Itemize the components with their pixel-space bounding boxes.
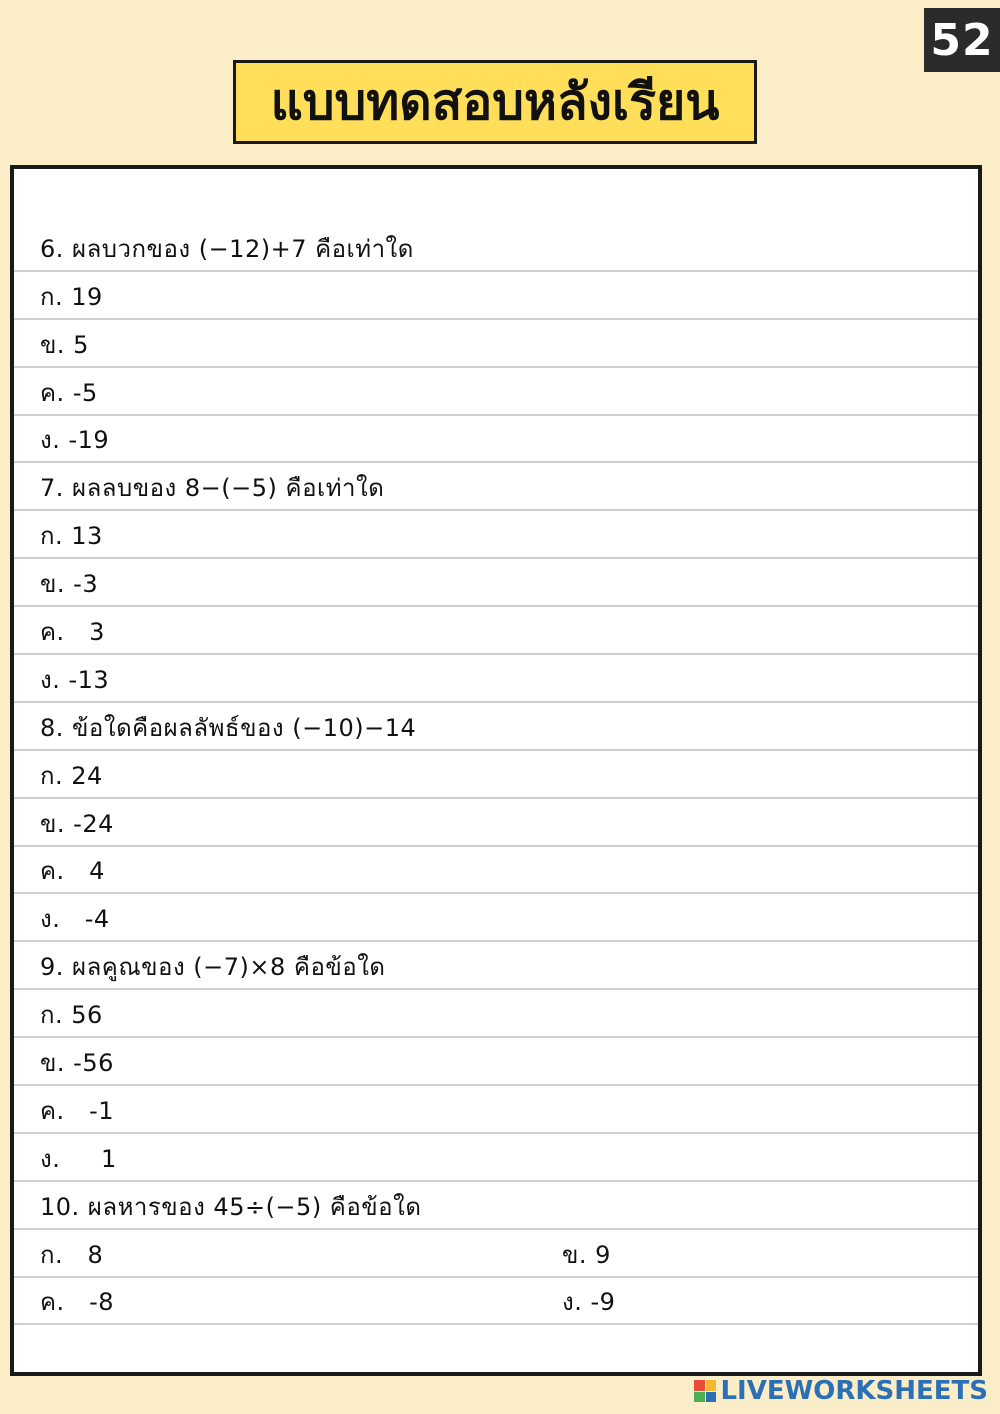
line-text-secondary: ง. -9 (562, 1288, 616, 1317)
worksheet-line (14, 463, 978, 511)
worksheet-line (14, 990, 978, 1038)
worksheet-line (14, 703, 978, 751)
line-text: 6. ผลบวกของ (−12)+7 คือเท่าใด (40, 234, 414, 263)
liveworksheets-branding (694, 1376, 988, 1406)
line-text: ค. -8 (40, 1288, 114, 1317)
worksheet-line (14, 272, 978, 320)
line-text: ค. -1 (40, 1096, 114, 1125)
line-text: ค. -5 (40, 378, 98, 407)
line-text-secondary: ข. 9 (562, 1240, 611, 1269)
worksheet-line (14, 1278, 978, 1326)
line-text: ง. -4 (40, 905, 110, 934)
logo-square-green (694, 1392, 705, 1403)
line-text: 10. ผลหารของ 45÷(−5) คือข้อใด (40, 1192, 422, 1221)
line-text: 7. ผลลบของ 8−(−5) คือเท่าใด (40, 474, 385, 503)
worksheet-line (14, 368, 978, 416)
worksheet-line (14, 511, 978, 559)
line-text: ค. 4 (40, 857, 105, 886)
line-text: ง. 1 (40, 1144, 117, 1173)
ruled-lines (14, 224, 978, 1325)
worksheet-line (14, 655, 978, 703)
worksheet-line (14, 224, 978, 272)
worksheet-line (14, 1230, 978, 1278)
line-text: ข. -56 (40, 1049, 114, 1078)
line-text: ก. 24 (40, 761, 103, 790)
worksheet-line (14, 751, 978, 799)
worksheet-line (14, 847, 978, 895)
line-text: ข. -24 (40, 809, 114, 838)
line-text: ก. 13 (40, 522, 103, 551)
worksheet-line (14, 607, 978, 655)
logo-square-red (694, 1380, 705, 1391)
line-text: ก. 56 (40, 1001, 103, 1030)
line-text: ง. -19 (40, 426, 110, 455)
worksheet-line (14, 559, 978, 607)
worksheet-line (14, 799, 978, 847)
logo-square-yellow (706, 1380, 717, 1391)
logo-square-blue (706, 1392, 717, 1403)
worksheet-line (14, 942, 978, 990)
line-text: ก. 8 (40, 1240, 104, 1269)
brand-text: LIVEWORKSHEETS (720, 1376, 988, 1406)
worksheet-line (14, 1038, 978, 1086)
worksheet-sheet (10, 165, 982, 1376)
line-text: 9. ผลคูณของ (−7)×8 คือข้อใด (40, 953, 386, 982)
line-text: ข. -3 (40, 570, 99, 599)
worksheet-line (14, 1182, 978, 1230)
page-number: 52 (924, 8, 1000, 72)
line-text: ก. 19 (40, 282, 103, 311)
line-text: ค. 3 (40, 618, 105, 647)
worksheet-line (14, 320, 978, 368)
liveworksheets-logo-icon (694, 1380, 716, 1402)
worksheet-line (14, 1134, 978, 1182)
worksheet-line (14, 416, 978, 464)
worksheet-line (14, 894, 978, 942)
line-text: ข. 5 (40, 330, 89, 359)
worksheet-title: แบบทดสอบหลังเรียน (233, 60, 757, 144)
line-text: ง. -13 (40, 665, 110, 694)
line-text: 8. ข้อใดคือผลลัพธ์ของ (−10)−14 (40, 713, 417, 742)
worksheet-line (14, 1086, 978, 1134)
